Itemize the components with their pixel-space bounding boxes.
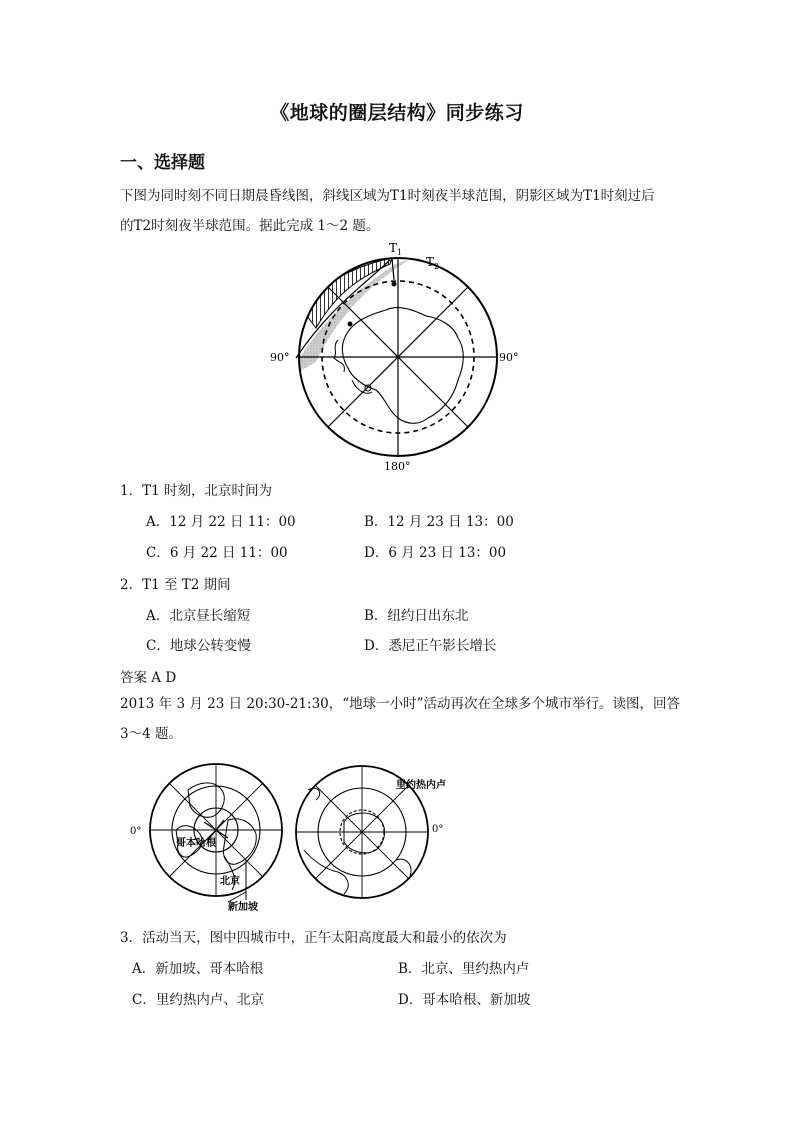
south-polar-map [296,766,446,898]
q2-option-a: A．北京昼长缩短 [146,608,251,624]
label-copenhagen: 哥本哈根 [176,838,216,849]
q1-option-c: C．6 月 22 日 11：00 [146,545,288,561]
q1-option-d: D．6 月 23 日 13：00 [364,545,507,561]
intro-line-2: 的T2时刻夜半球范围。据此完成 1～2 题。 [120,218,380,234]
answer: 答案 A D [120,670,177,686]
q3-option-d: D．哥本哈根、新加坡 [398,992,531,1008]
intro2-line-2: 3～4 题。 [120,726,182,742]
page-title: 《地球的圈层结构》同步练习 [270,102,524,124]
q3-option-c: C．里约热内卢、北京 [132,992,264,1008]
intro-line-1: 下图为同时刻不同日期晨昏线图，斜线区域为T1时刻夜半球范围，阴影区域为T1时刻过后 [120,188,655,204]
q2-option-b: B．纽约日出东北 [364,608,469,624]
label-right-90: 90° [499,351,519,364]
label-left-zero: 0° [130,826,142,837]
label-right-zero: 0° [432,824,444,835]
label-singapore: 新加坡 [228,902,258,913]
q3-option-b: B．北京、里约热内卢 [398,961,530,977]
q3-option-a: A．新加坡、哥本哈根 [132,961,264,977]
q2-option-d: D．悉尼正午影长增长 [364,638,497,654]
q1-option-b: B．12 月 23 日 13：00 [364,514,514,530]
q1-option-a: A．12 月 22 日 11：00 [146,514,296,530]
q3-stem: 3．活动当天，图中四城市中，正午太阳高度最大和最小的依次为 [120,930,507,946]
polar-maps-figure [128,760,450,916]
north-polar-map [130,764,282,913]
q1-stem: 1．T1 时刻，北京时间为 [120,483,272,499]
label-beijing: 北京 [220,876,240,887]
q2-option-c: C．地球公转变慢 [146,638,251,654]
label-bottom-180: 180° [384,460,411,472]
t1-night-hatch [301,258,392,328]
label-left-90: 90° [270,351,290,364]
label-t2: $T_2$ [426,255,440,271]
landmass [342,308,463,424]
intro2-line-1: 2013 年 3 月 23 日 20:30-21:30，“地球一小时”活动再次在全球多个城市举行。读图，回答 [120,696,681,712]
label-t1: $T_1$ [389,241,403,257]
terminator-figure [268,240,528,472]
q2-stem: 2．T1 至 T2 期间 [120,577,231,593]
label-rio: 里约热内卢 [396,780,446,791]
section-heading: 一、选择题 [120,153,205,173]
